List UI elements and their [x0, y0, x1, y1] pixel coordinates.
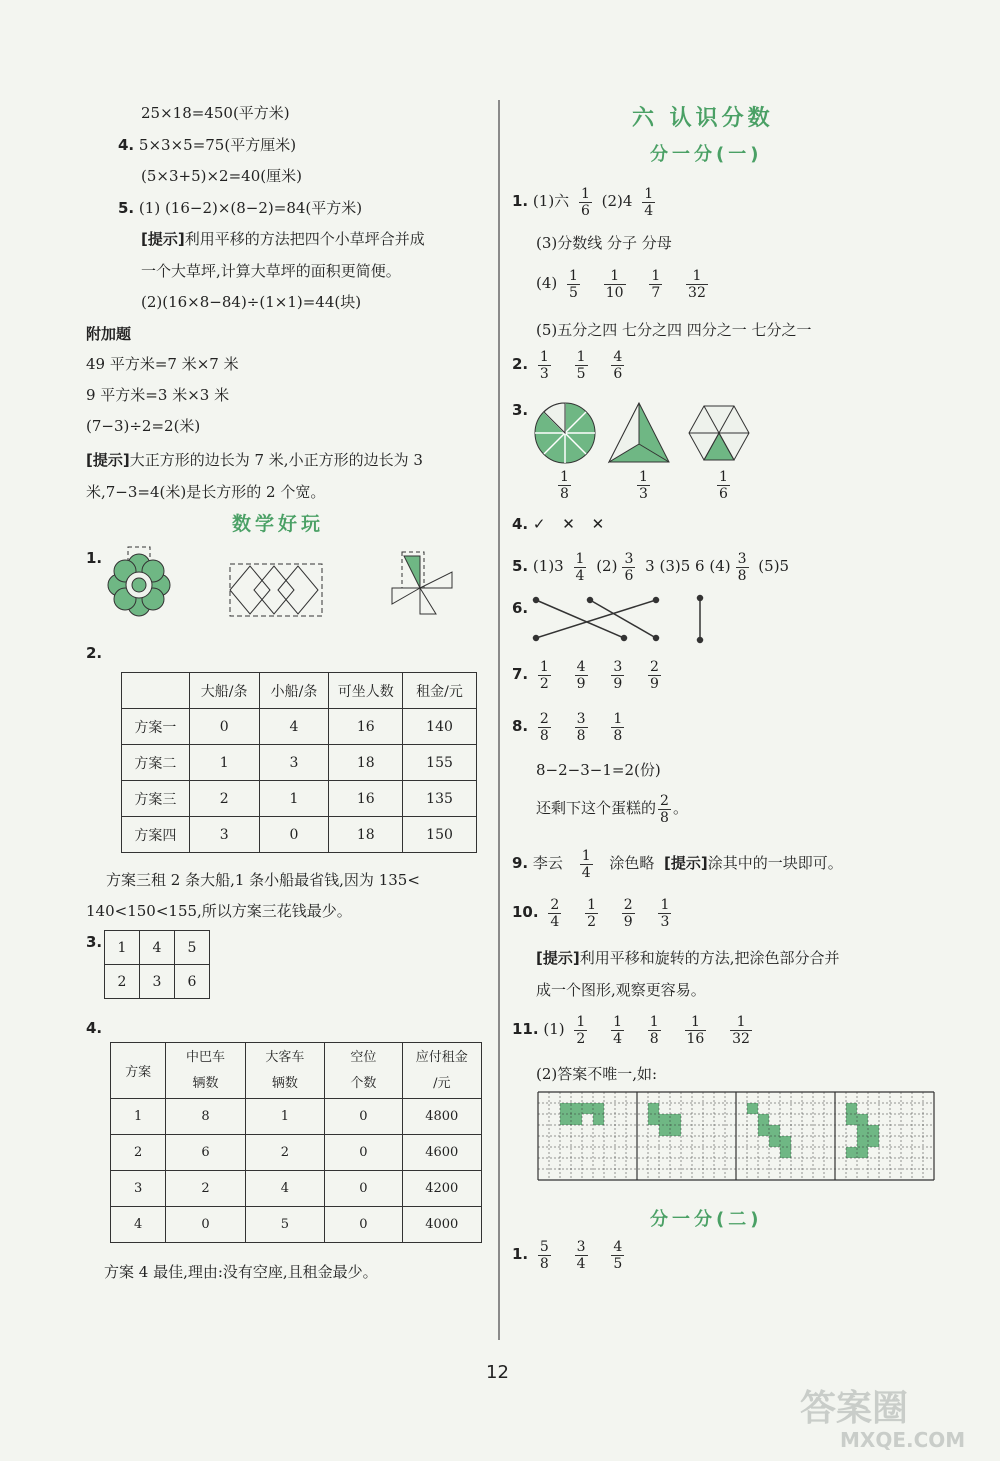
table-row: 方案四 3 0 18 150: [122, 817, 477, 853]
fraction: $\frac{1}{7}$: [651, 267, 661, 301]
answer-line: 7. $\frac{1}{2}$ $\frac{4}{9}$ $\frac{3}{9}$ $\frac{2}{9}$: [512, 658, 659, 692]
fraction: $\frac{4}{9}$: [576, 658, 586, 692]
answer-line: 11. (1) $\frac{1}{2}$ $\frac{1}{4}$ $\frac{1}{8}$ $\frac{1}{16}$ $\frac{1}{32}$: [512, 1013, 750, 1047]
table-row: 1 8 1 0 4800: [111, 1099, 482, 1135]
answer-line: 方案 4 最佳,理由:没有空座,且租金最少。: [104, 1263, 378, 1281]
answer-line: (5×3+5)×2=40(厘米): [141, 167, 302, 185]
answer-line: (4) $\frac{1}{5}$ $\frac{1}{10}$ $\frac{1}{7}$ $\frac{1}{32}$: [536, 267, 706, 301]
fraction: $\frac{1}{8}$: [649, 1013, 659, 1047]
column-divider: [498, 100, 500, 1340]
bonus-title: 附加题: [86, 325, 132, 343]
subsection-title: 分一分(一): [650, 144, 763, 165]
table-header: 小船/条: [259, 673, 329, 709]
diamond-figure: [226, 560, 326, 620]
answer-line: 9. 李云 $\frac{1}{4}$ 涂色略 [提示]涂其中的一块即可。: [512, 847, 843, 881]
table-header: 大客车 辆数: [245, 1043, 324, 1099]
fraction: $\frac{1}{8}$: [560, 468, 569, 502]
answer-line: 1. $\frac{5}{8}$ $\frac{3}{4}$ $\frac{4}{5}$: [512, 1238, 623, 1272]
fraction: $\frac{2}{9}$: [650, 658, 659, 692]
answer-line: 8−2−3−1=2(份): [536, 761, 661, 779]
answer-line: 5. (1)3 $\frac{1}{4}$ (2) $\frac{3}{6}$ 3 (3)5 6 (4) $\frac{3}{8}$ (5)5: [512, 550, 790, 584]
boat-plan-table: [121, 672, 477, 853]
fraction: $\frac{1}{32}$: [732, 1013, 750, 1047]
fraction: $\frac{1}{8}$: [613, 710, 623, 744]
fraction: $\frac{2}{8}$: [539, 710, 549, 744]
answer-line: 一个大草坪,计算大草坪的面积更简便。: [141, 262, 401, 280]
fraction: $\frac{3}{6}$: [624, 550, 634, 584]
fraction: $\frac{1}{6}$: [719, 468, 728, 502]
fraction: $\frac{1}{2}$: [587, 896, 596, 930]
fraction: $\frac{1}{4}$: [575, 550, 585, 584]
question-number: 6.: [512, 599, 529, 617]
answer-line: 方案三租 2 条大船,1 条小船最省钱,因为 135<: [106, 871, 420, 889]
pinwheel-figure: [390, 548, 460, 618]
fraction: $\frac{5}{8}$: [539, 1238, 549, 1272]
fraction: $\frac{1}{2}$: [576, 1013, 586, 1047]
fraction-label: [712, 467, 735, 502]
table-row: 方案一 0 4 16 140: [122, 709, 477, 745]
fraction: $\frac{1}{2}$: [539, 658, 549, 692]
fraction: $\frac{1}{4}$: [581, 847, 591, 881]
fraction: $\frac{4}{5}$: [613, 1238, 623, 1272]
answer-line: 成一个图形,观察更容易。: [536, 981, 706, 999]
hint-line: [提示]利用平移和旋转的方法,把涂色部分合并: [536, 949, 840, 967]
table-row: 3 2 4 0 4200: [111, 1171, 482, 1207]
answer-line: 2. $\frac{1}{3}$ $\frac{1}{5}$ $\frac{4}{6}$: [512, 348, 623, 382]
table-header: 大船/条: [189, 673, 259, 709]
fraction: $\frac{1}{32}$: [688, 267, 706, 301]
table-row: 2 6 2 0 4600: [111, 1135, 482, 1171]
fraction: $\frac{3}{9}$: [613, 658, 623, 692]
subsection-title: 分一分(二): [650, 1209, 763, 1230]
question-number: 3.: [86, 933, 103, 951]
answer-line: 140<150<155,所以方案三花钱最少。: [86, 902, 352, 920]
answer-line: 5. (1) (16−2)×(8−2)=84(平方米): [118, 199, 363, 217]
question-number: 3.: [512, 401, 529, 419]
page-number: 12: [486, 1362, 509, 1383]
question-number: 1.: [86, 549, 103, 567]
fraction: $\frac{3}{8}$: [737, 550, 747, 584]
answer-line: 49 平方米=7 米×7 米: [86, 355, 239, 373]
hint-line: [提示]大正方形的边长为 7 米,小正方形的边长为 3: [86, 451, 423, 469]
question-number: 2.: [86, 644, 103, 662]
table-header: [122, 673, 190, 709]
fraction: $\frac{1}{3}$: [639, 468, 648, 502]
hexagon-sixths-figure: [686, 400, 756, 470]
fraction: $\frac{3}{4}$: [576, 1238, 586, 1272]
answer-line: 8. $\frac{2}{8}$ $\frac{3}{8}$ $\frac{1}{8}$: [512, 710, 623, 744]
fraction-label: [553, 467, 576, 502]
table-header: 应付租金 /元: [402, 1043, 481, 1099]
answer-line: (2)答案不唯一,如:: [536, 1065, 658, 1083]
answer-line: 1. (1)六 $\frac{1}{6}$ (2)4 $\frac{1}{4}$: [512, 185, 654, 219]
answer-line: 9 平方米=3 米×3 米: [86, 386, 230, 404]
answer-line: (3)分数线 分子 分母: [536, 234, 672, 252]
table-row: 方案二 1 3 18 155: [122, 745, 477, 781]
fraction: $\frac{1}{5}$: [569, 267, 578, 301]
question-number: 4.: [86, 1019, 103, 1037]
circle-eighths-figure: [532, 400, 602, 470]
table-header: 空位 个数: [325, 1043, 402, 1099]
answer-line: 还剩下这个蛋糕的 $\frac{2}{8}$ 。: [536, 792, 688, 826]
hint-line: [提示]利用平移的方法把四个小草坪合并成: [141, 230, 425, 248]
answer-line: 10. $\frac{2}{4}$ $\frac{1}{2}$ $\frac{2}{9}$ $\frac{1}{3}$: [512, 896, 670, 930]
shaded-grid-figure: [538, 1092, 934, 1184]
answer-line: (2)(16×8−84)÷(1×1)=44(块): [141, 293, 362, 311]
watermark-url: MXQE.COM: [840, 1428, 966, 1452]
table-header: 方案: [111, 1043, 166, 1099]
fraction: $\frac{1}{4}$: [644, 185, 654, 219]
fraction: $\frac{2}{8}$: [660, 792, 669, 826]
answer-line: 米,7−3=4(米)是长方形的 2 个宽。: [86, 483, 326, 501]
watermark-logo: 答案圈: [800, 1388, 909, 1429]
fraction: $\frac{4}{6}$: [613, 348, 623, 382]
table-header: 租金/元: [403, 673, 477, 709]
fraction: $\frac{1}{16}$: [686, 1013, 705, 1047]
answer-line: (5)五分之四 七分之四 四分之一 七分之一: [536, 321, 812, 339]
bus-plan-table: [110, 1042, 482, 1243]
table-row: 4 0 5 0 4000: [111, 1207, 482, 1243]
table-header: 中巴车 辆数: [166, 1043, 245, 1099]
chapter-title: 六 认识分数: [632, 106, 774, 131]
fraction: $\frac{1}{6}$: [580, 185, 590, 219]
fraction: $\frac{1}{10}$: [605, 267, 624, 301]
triangle-thirds-figure: [606, 400, 676, 470]
number-grid: 1 4 5 2 3 6: [104, 930, 210, 999]
flower-figure: [100, 545, 180, 625]
section-title: 数学好玩: [232, 513, 325, 535]
fraction: $\frac{1}{3}$: [660, 896, 670, 930]
answer-line: 4. ✓ ✕ ✕: [512, 515, 611, 533]
fraction: $\frac{3}{8}$: [576, 710, 586, 744]
table-header: 可坐人数: [329, 673, 403, 709]
fraction-label: [632, 467, 655, 502]
fraction: $\frac{1}{5}$: [576, 348, 586, 382]
answer-line: 25×18=450(平方米): [141, 104, 290, 122]
fraction: $\frac{2}{4}$: [550, 896, 560, 930]
fraction: $\frac{1}{3}$: [539, 348, 549, 382]
fraction: $\frac{1}{4}$: [613, 1013, 623, 1047]
fraction: $\frac{2}{9}$: [623, 896, 633, 930]
table-row: 方案三 2 1 16 135: [122, 781, 477, 817]
answer-line: (7−3)÷2=2(米): [86, 417, 201, 435]
answer-line: 4. 5×3×5=75(平方厘米): [118, 136, 297, 154]
line-segments-figure: [530, 594, 730, 644]
